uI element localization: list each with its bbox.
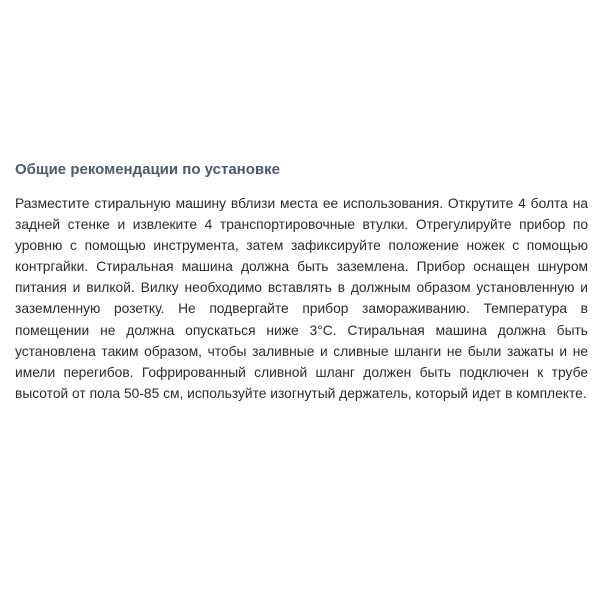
installation-section xyxy=(15,160,588,404)
section-heading: Общие рекомендации по установке xyxy=(15,161,280,178)
section-paragraph: Разместите стиральную машину вблизи места ее использования. Открутите 4 болта на задней стенке и извлеките 4 транспортировочные втулки. Отрегулируйте прибор по уровню с помощью инструмента, затем зафиксируйте положение ножек с помощью контргайки. Стиральная машина должна быть заземлена. Прибор оснащен шнуром питания и вилкой. Вилку необходимо вставлять в должным образом установленную и заземленную розетку. Не подвергайте прибор замораживанию. Температура в помещении не должна опускаться ниже 3°С. Стиральная машина должна быть установлена таким образом, чтобы заливные и сливные шланги не были зажаты и не имели перегибов. Гофрированный сливной шланг должен быть подключен к трубе высотой от пола 50-85 см, используйте изогнутый держатель, который идет в комплекте. xyxy=(15,196,588,401)
